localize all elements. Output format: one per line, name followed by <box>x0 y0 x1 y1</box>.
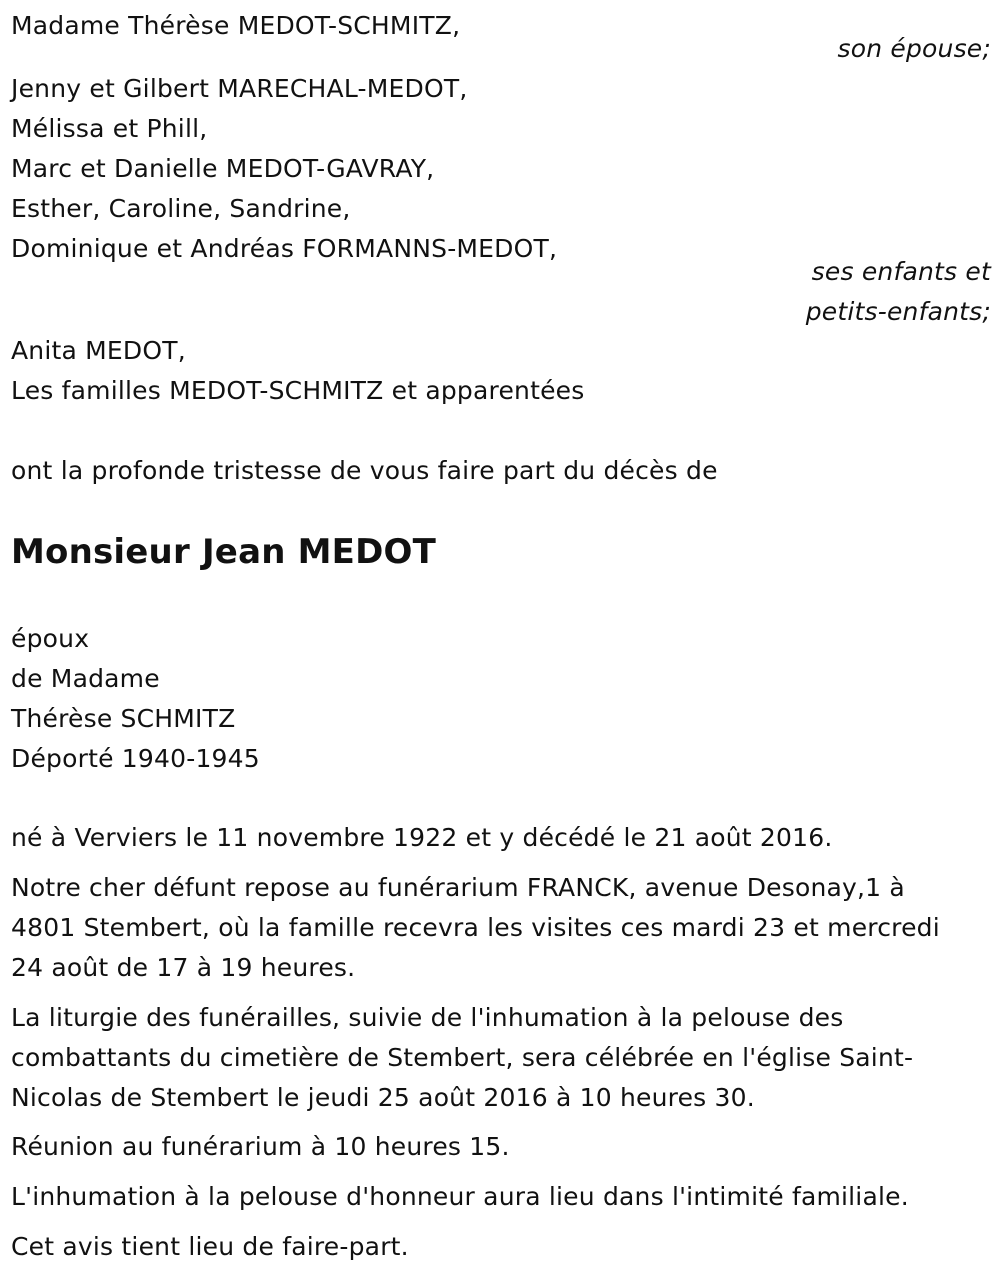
birth-death-text: né à Verviers le 11 novembre 1922 et y décédé le 21 août 2016. <box>11 823 833 852</box>
repose-line: Notre cher défunt repose au funérarium FRANCK, avenue Desonay,1 à <box>11 873 905 902</box>
announcement-section <box>11 451 991 491</box>
deceased-name: Monsieur Jean MEDOT <box>11 532 437 572</box>
burial-text: L'inhumation à la pelouse d'honneur aura lieu dans l'intimité familiale. <box>11 1182 909 1211</box>
notice-paragraph <box>11 1227 991 1267</box>
repose-line: 24 août de 17 à 19 heures. <box>11 953 356 982</box>
deceased-detail: époux <box>11 624 90 653</box>
notice-text: Cet avis tient lieu de faire-part. <box>11 1232 409 1261</box>
deceased-detail: Déporté 1940-1945 <box>11 744 260 773</box>
deceased-detail: de Madame <box>11 664 160 693</box>
other-relatives-section <box>11 331 991 411</box>
reunion-text: Réunion au funérarium à 10 heures 15. <box>11 1132 510 1161</box>
birth-death-paragraph <box>11 818 991 858</box>
widow-relation: son épouse; <box>837 34 991 63</box>
child-name: Jenny et Gilbert MARECHAL-MEDOT, <box>11 74 468 103</box>
repose-paragraph <box>11 868 991 988</box>
liturgy-line: La liturgie des funérailles, suivie de l'inhumation à la pelouse des <box>11 1003 844 1032</box>
burial-paragraph <box>11 1177 991 1217</box>
child-name: Esther, Caroline, Sandrine, <box>11 194 351 223</box>
reunion-paragraph <box>11 1127 991 1167</box>
children-section <box>11 69 991 269</box>
relative-name: Anita MEDOT, <box>11 336 186 365</box>
deceased-detail: Thérèse SCHMITZ <box>11 704 236 733</box>
deceased-details-section <box>11 619 991 779</box>
children-relation-line2: petits-enfants; <box>805 297 991 326</box>
child-name: Mélissa et Phill, <box>11 114 208 143</box>
liturgy-paragraph <box>11 998 991 1118</box>
liturgy-line: combattants du cimetière de Stembert, sera célébrée en l'église Saint- <box>11 1043 914 1072</box>
widow-name: Madame Thérèse MEDOT-SCHMITZ, <box>11 11 461 40</box>
relative-name: Les familles MEDOT-SCHMITZ et apparentées <box>11 376 585 405</box>
liturgy-line: Nicolas de Stembert le jeudi 25 août 2016 à 10 heures 30. <box>11 1083 755 1112</box>
children-relation-block <box>11 252 991 332</box>
children-relation-line1: ses enfants et <box>811 257 991 286</box>
widow-relation-block <box>11 29 991 69</box>
child-name: Dominique et Andréas FORMANNS-MEDOT, <box>11 234 558 263</box>
child-name: Marc et Danielle MEDOT-GAVRAY, <box>11 154 435 183</box>
announcement-text: ont la profonde tristesse de vous faire part du décès de <box>11 456 718 485</box>
repose-line: 4801 Stembert, où la famille recevra les visites ces mardi 23 et mercredi <box>11 913 940 942</box>
deceased-name-section <box>11 529 991 575</box>
